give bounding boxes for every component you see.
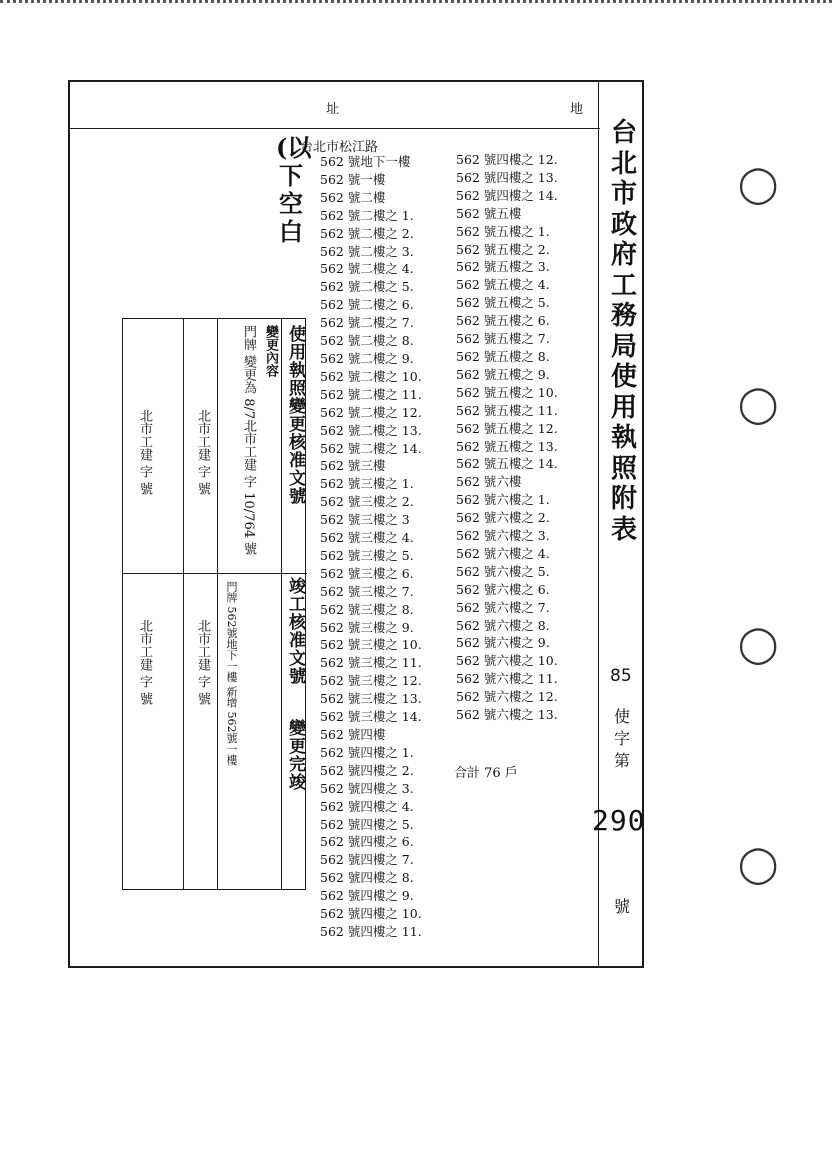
stamp-head-left: 使用執照變更核准文號 [285,325,305,505]
address-row: 562 號二樓之 3. [320,243,414,259]
address-row: 562 號二樓之 13. [320,422,422,438]
address-row: 562 號四樓之 3. [320,780,414,796]
address-row: 562 號四樓之 13. [456,169,558,185]
stamp-side-label: 變更內容 [263,325,278,377]
address-row: 562 號五樓之 11. [456,402,558,418]
address-row: 562 號六樓之 8. [456,617,550,633]
address-row: 562 號三樓 [320,458,386,474]
address-row: 562 號二樓 [320,189,386,205]
address-row: 562 號二樓之 1. [320,207,414,223]
address-row: 562 號二樓之 10. [320,368,422,384]
address-row: 562 號四樓之 8. [320,870,414,886]
address-row: 562 號二樓之 2. [320,225,414,241]
binder-hole-4: ◯ [738,844,779,885]
address-row: 562 號六樓之 11. [456,671,558,687]
address-row: 562 號四樓之 2. [320,762,414,778]
address-row: 562 號二樓之 4. [320,261,414,277]
scan-top-edge [0,0,832,9]
binder-hole-2: ◯ [738,384,779,425]
total-units: 合計 76 戶 [454,766,518,781]
blank-below-note: (以下空白 [276,133,312,246]
address-row: 562 號四樓之 1. [320,744,414,760]
address-row: 562 號六樓之 3. [456,528,550,544]
address-row: 562 號三樓之 1. [320,476,414,492]
address-row: 562 號四樓之 5. [320,816,414,832]
address-row: 562 號六樓 [456,474,522,490]
address-row: 562 號五樓 [456,205,522,221]
address-row: 562 號地下一樓 [320,154,411,169]
address-row: 562 號二樓之 9. [320,350,414,366]
address-row: 562 號三樓之 3 [320,512,410,528]
address-row: 562 號五樓之 9. [456,366,550,382]
address-row: 562 號三樓之 4. [320,530,414,546]
permit-prefix: 使字第 [613,707,630,770]
change-record-stamp [122,318,306,890]
stamp-col-line-1 [281,319,282,889]
address-row: 562 號三樓之 2. [320,494,414,510]
address-row: 562 號六樓之 10. [456,653,558,669]
address-row: 562 號四樓之 12. [456,152,558,167]
address-row: 562 號六樓之 13. [456,707,558,723]
address-row: 562 號六樓之 9. [456,635,550,651]
address-list-right [456,151,558,724]
street-name: 台北市松江路 [300,140,379,155]
stamp-row-a: 北市工建 字 號 [195,409,210,496]
address-row: 562 號六樓之 4. [456,545,550,561]
stamp-row-b: 北市工建 字 號 [137,409,152,496]
address-row: 562 號六樓之 6. [456,581,550,597]
address-row: 562 號五樓之 12. [456,420,558,436]
address-row: 562 號四樓之 9. [320,888,414,904]
address-row: 562 號三樓之 10. [320,637,422,653]
address-header [70,82,600,129]
binder-hole-3: ◯ [738,624,779,665]
address-row: 562 號五樓之 7. [456,331,550,347]
address-row: 562 號二樓之 11. [320,386,422,402]
address-row: 562 號四樓之 4. [320,798,414,814]
permit-serial: 290 [592,804,646,837]
stamp-approval-number: 北市工建 字 10/764 號 [241,419,256,556]
address-row: 562 號四樓之 11. [320,923,422,939]
address-row: 562 號四樓之 6. [320,834,414,850]
address-row: 562 號五樓之 3. [456,259,550,275]
address-row: 562 號六樓之 12. [456,689,558,705]
address-row: 562 號三樓之 6. [320,565,414,581]
address-row: 562 號四樓之 14. [456,187,558,203]
address-row: 562 號五樓之 14. [456,456,558,472]
address-row: 562 號二樓之 8. [320,333,414,349]
stamp-col-line-2 [217,319,218,889]
address-row: 562 號三樓之 14. [320,709,422,725]
address-row: 562 號五樓之 2. [456,241,550,257]
address-row: 562 號五樓之 6. [456,313,550,329]
address-row: 562 號二樓之 12. [320,404,422,420]
address-row: 562 號三樓之 11. [320,655,422,671]
address-row: 562 號五樓之 1. [456,223,550,239]
address-row: 562 號二樓之 7. [320,315,414,331]
address-row: 562 號四樓 [320,727,386,742]
address-row: 562 號六樓之 7. [456,599,550,615]
stamp-right-note: 門牌 562號地下一樓 新增 562號一樓 [225,581,238,766]
address-row: 562 號五樓之 8. [456,348,550,364]
stamp-col-line-3 [183,319,184,889]
address-row: 562 號五樓之 13. [456,438,558,454]
address-row: 562 號五樓之 10. [456,384,558,400]
address-list-left [320,153,422,941]
stamp-right-row-b: 北市工建 字 號 [137,619,152,706]
permit-year: 85 [610,666,632,686]
address-row: 562 號二樓之 14. [320,440,422,456]
address-row: 562 號六樓之 2. [456,510,550,526]
address-row: 562 號一樓 [320,171,386,187]
address-row: 562 號六樓之 1. [456,492,550,508]
address-row: 562 號三樓之 13. [320,691,422,707]
address-row: 562 號三樓之 8. [320,601,414,617]
address-row: 562 號五樓之 4. [456,277,550,293]
permit-suffix: 號 [613,897,630,916]
stamp-right-row-a: 北市工建 字 號 [195,619,210,706]
address-row: 562 號三樓之 5. [320,547,414,563]
address-row: 562 號四樓之 7. [320,852,414,868]
address-row: 562 號三樓之 9. [320,619,414,635]
address-header-label-2: 地 [570,102,584,117]
address-header-label-1: 址 [326,102,340,117]
stamp-head-far: 變更完竣 [285,719,305,791]
address-row: 562 號二樓之 6. [320,297,414,313]
address-row: 562 號四樓之 10. [320,906,422,922]
stamp-head-right: 竣工核准文號 [285,577,305,685]
address-row: 562 號六樓之 5. [456,563,550,579]
address-row: 562 號五樓之 5. [456,295,550,311]
stamp-change-note: 門牌 變更為 8/7 [241,325,256,420]
address-row: 562 號三樓之 12. [320,673,422,689]
binder-hole-1: ◯ [738,164,779,205]
address-row: 562 號二樓之 5. [320,279,414,295]
document-title: 台北市政府工務局使用執照附表 [610,118,637,545]
address-row: 562 號三樓之 7. [320,583,414,599]
stamp-divider [123,573,307,574]
